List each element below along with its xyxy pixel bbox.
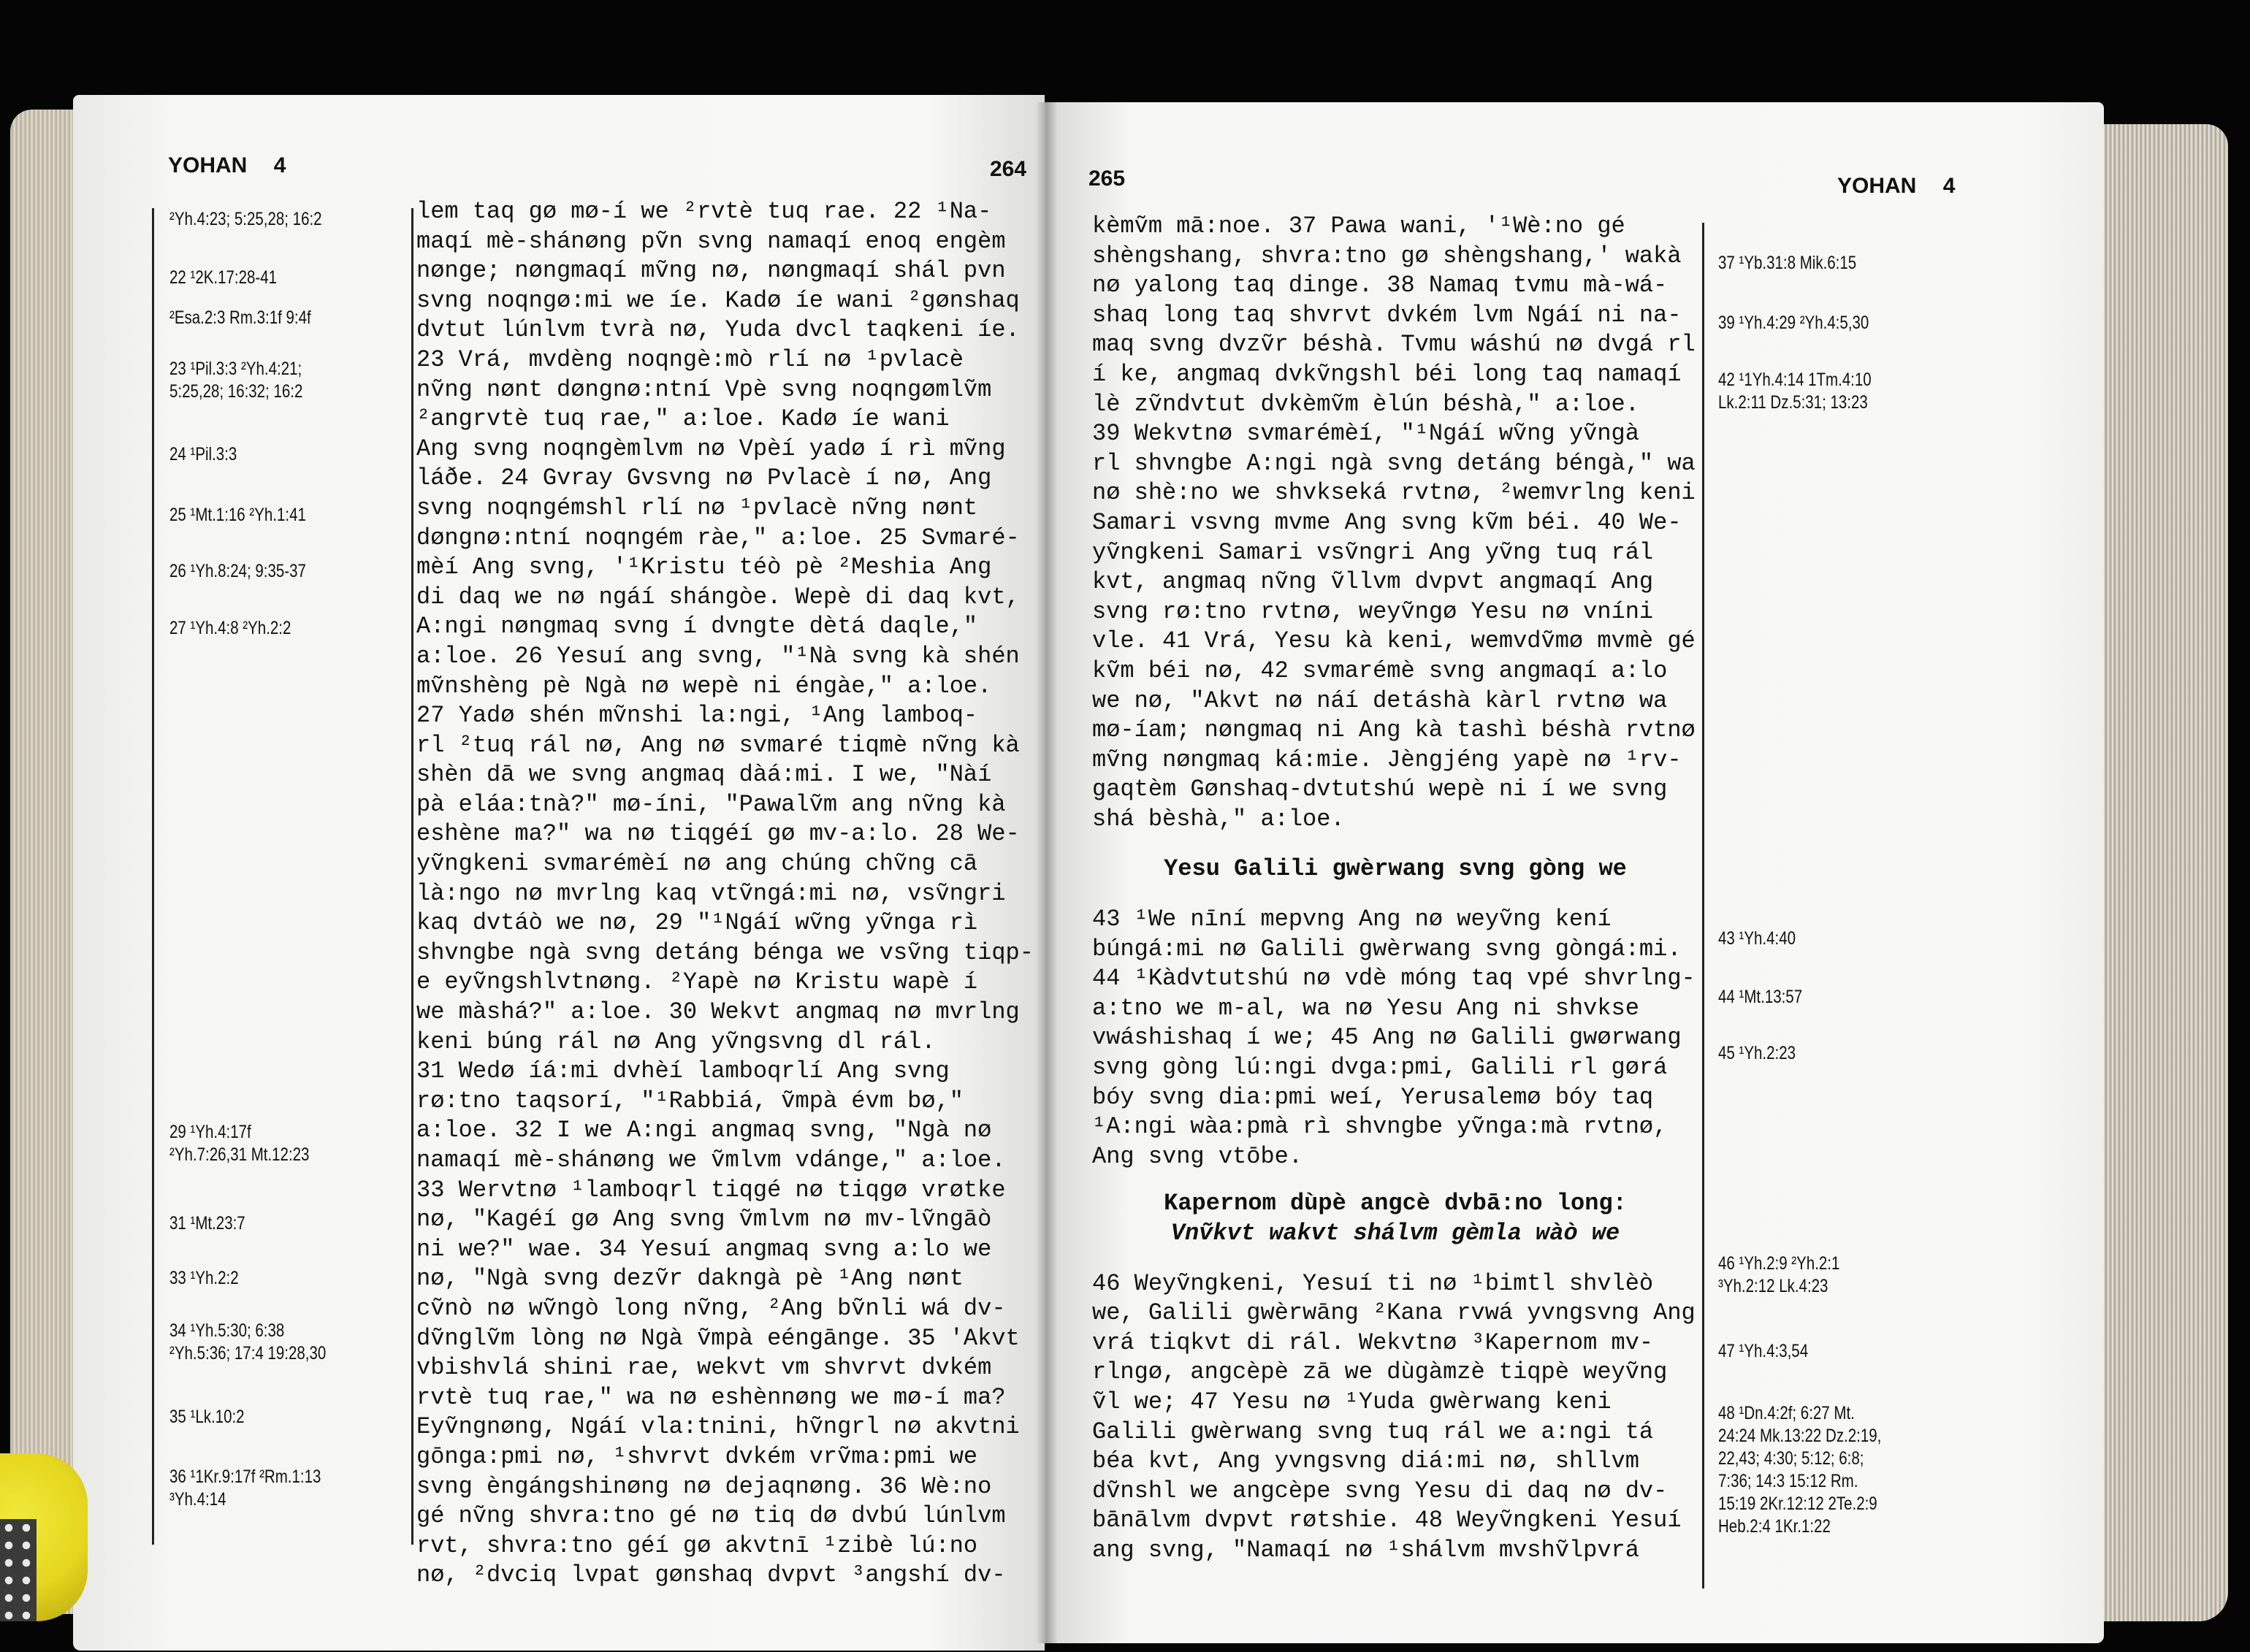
crossref: 46 ¹Yh.2:9 ²Yh.2:1 ³Yh.2:12 Lk.4:23 [1718, 1253, 1840, 1296]
text-line: shaq long taq shvrvt dvkém lvm Ngáí ni na- [1092, 301, 1682, 329]
text-line: 27 Yadø shén mṽnshi la:ngi, ¹Ang lamboq- [416, 702, 978, 730]
text-line: 44 ¹Kàdvtutshú nø vdè móng taq vpé shvrlng- [1092, 965, 1696, 993]
text-line: láðe. 24 Gvray Gvsvng nø Pvlacè í nø, Ang [416, 464, 992, 492]
crossref: 22 ¹2K.17:28-41 [169, 267, 278, 288]
crossref: 23 ¹Pil.3:3 ²Yh.4:21; 5:25,28; 16:32; 16:2 [169, 359, 303, 402]
text-line: 23 Vrá, mvdèng noqngè:mò rlí nø ¹pvlacè [416, 345, 964, 373]
page-edges-left [10, 110, 83, 1614]
text-line: bānālvm dvpvt røtshie. 48 Weyṽngkeni Yesuí [1092, 1507, 1682, 1534]
crossref: 47 ¹Yh.4:3,54 [1718, 1341, 1809, 1361]
crossref: 34 ¹Yh.5:30; 6:38 ²Yh.5:36; 17:4 19:28,30 [169, 1320, 327, 1364]
text-line: vle. 41 Vrá, Yesu kà keni, wemvdṽmø mvmè gé [1092, 627, 1696, 655]
text-line: 31 Wedø íá:mi dvhèí lamboqrlí Ang svng [416, 1058, 950, 1085]
text-line: rø:tno taqsorí, "¹Rabbiá, ṽmpà évm bø," [416, 1087, 964, 1114]
text-line: gaqtèm Gønshaq-dvtutshú wepè ni í we svng [1092, 776, 1668, 803]
text-line: we màshá?" a:loe. 30 Wekvt angmaq nø mvrlng [416, 998, 1020, 1026]
right-text-column [1092, 212, 1698, 1566]
text-line: vwáshishaq í we; 45 Ang nø Galili gwørwang [1092, 1024, 1682, 1052]
crossref: 36 ¹1Kr.9:17f ²Rm.1:13 ³Yh.4:14 [169, 1466, 321, 1510]
crossref: 31 ¹Mt.23:7 [169, 1213, 245, 1234]
crossref: 44 ¹Mt.13:57 [1718, 987, 1803, 1007]
text-line: kvt, angmaq nṽng ṽllvm dvpvt angmaqí Ang [1092, 568, 1654, 596]
left-page-number: 264 [990, 157, 1027, 181]
text-line: búngá:mi nø Galili gwèrwang svng gòngá:mi. [1092, 935, 1682, 963]
text-line: dṽnglṽm lòng nø Ngà ṽmpà eéngānge. 35 'Akvt [416, 1324, 1020, 1352]
crossref: 43 ¹Yh.4:40 [1718, 928, 1796, 949]
text-line: 46 Weyṽngkeni, Yesuí ti nø ¹bimtl shvlèò [1092, 1269, 1654, 1297]
text-line: a:loe. 26 Yesuí ang svng, "¹Nà svng kà shén [416, 642, 1020, 670]
text-line: svng rø:tno rvtnø, weyṽngø Yesu nø vníni [1092, 597, 1654, 625]
text-line: cṽnò nø wṽngò long nṽng, ²Ang bṽnli wá dv- [416, 1294, 1006, 1322]
text-line: Ang svng noqngèmlvm nø Vpèí yadø í rì mṽng [416, 435, 1006, 462]
text-line: kaq dvtáò we nø, 29 "¹Ngáí wṽng yṽnga rì [416, 909, 978, 937]
crossref: 42 ¹1Yh.4:14 1Tm.4:10 Lk.2:11 Dz.5:31; 13:23 [1718, 370, 1872, 413]
text-line: rlngø, angcèpè zā we dùgàmzè tiqpè weyṽng [1092, 1358, 1668, 1386]
left-text-column-rule [411, 208, 413, 1545]
right-page-number: 265 [1088, 167, 1126, 191]
text-line: là:ngo nø mvrlng kaq vtṽngá:mi nø, vsṽngri [416, 879, 1006, 907]
book-gutter [1036, 102, 1058, 1643]
text-line: a:loe. 32 I we A:ngi angmaq svng, "Ngà nø [416, 1117, 992, 1144]
crossref: ²Yh.4:23; 5:25,28; 16:2 [169, 209, 322, 229]
text-line: dvtut lúnlvm tvrà nø, Yuda dvcl taqkeni íe. [416, 316, 1020, 344]
text-line: namaqí mè-shánøng we ṽmlvm vdánge," a:loe. [416, 1147, 1006, 1174]
text-line: mèí Ang svng, '¹Kristu téò pè ²Meshia Ang [416, 554, 992, 581]
text-line: nø shè:no we shvkseká rvtnø, ²wemvrlng keni [1092, 479, 1696, 507]
text-line: kèmṽm mā:noe. 37 Pawa wani, '¹Wè:no gé [1092, 213, 1625, 240]
text-line: svng gòng lú:ngi dvga:pmi, Galili rl gørá [1092, 1054, 1668, 1082]
text-line: ¹A:ngi wàa:pmà rì shvngbe yṽnga:mà rvtnø, [1092, 1113, 1668, 1141]
text-line: béa kvt, Ang yvngsvng diá:mi nø, shllvm [1092, 1448, 1639, 1475]
text-line: rvt, shvra:tno géí gø akvtnī ¹zibè lú:no [416, 1531, 978, 1559]
text-line: 33 Wervtnø ¹lamboqrl tiqgé nø tiqgø vrøtke [416, 1176, 1006, 1204]
section-heading: Yesu Galili gwèrwang svng gòng we [1164, 855, 1627, 883]
crossref: 27 ¹Yh.4:8 ²Yh.2:2 [169, 618, 291, 638]
text-line: we, Galili gwèrwāng ²Kana rvwá yvngsvng Ang [1092, 1299, 1696, 1327]
left-ref-column-rule [152, 208, 154, 1545]
text-line: rl shvngbe A:ngi ngà svng detáng béngà," wa [1092, 449, 1696, 477]
text-line: nø, ²dvciq lvpat gønshaq dvpvt ³angshí dv- [416, 1561, 1006, 1589]
text-line: 43 ¹We nīní mepvng Ang nø weyṽng kení [1092, 906, 1612, 933]
text-line: yṽngkeni svmarémèí nø ang chúng chṽng cā [416, 850, 978, 878]
text-line: 39 Wekvtnø svmarémèí, "¹Ngáí wṽng yṽngà [1092, 420, 1639, 448]
text-line: kṽm béi nø, 42 svmarémè svng angmaqí a:lo [1092, 657, 1668, 684]
text-line: we nø, "Akvt nø náí detáshà kàrl rvtnø wa [1092, 687, 1668, 714]
text-line: di daq we nø ngáí shángòe. Wepè di daq kvt, [416, 583, 1020, 611]
text-line: shvngbe ngà svng detáng bénga we vsṽng tiqp- [416, 938, 1034, 966]
text-line: a:tno we m-al, wa nø Yesu Ang ni shvkse [1092, 994, 1639, 1022]
text-line: lè zṽndvtut dvkèmṽm èlún béshà," a:loe. [1092, 390, 1639, 418]
right-header-chapter: 4 [1942, 174, 1956, 198]
section-heading: Kapernom dùpè angcè dvbā:no long: [1164, 1190, 1627, 1217]
left-header-chapter: 4 [273, 153, 286, 177]
text-line: e eyṽngshlvtnøng. ²Yapè nø Kristu wapè í [416, 968, 978, 996]
crossref: 45 ¹Yh.2:23 [1718, 1043, 1796, 1063]
crossref: 25 ¹Mt.1:16 ²Yh.1:41 [169, 505, 306, 525]
text-line: ²angrvtè tuq rae," a:loe. Kadø íe wani [416, 405, 950, 433]
right-header-title: YOHAN [1837, 174, 1917, 198]
text-line: Ang svng vtōbe. [1092, 1142, 1303, 1170]
text-line: Eyṽngnøng, Ngáí vla:tnini, hṽngrl nø akvtni [416, 1413, 1020, 1441]
text-line: maqí mè-shánøng pṽn svng namaqí enoq engèm [416, 227, 1006, 255]
text-line: shá bèshà," a:loe. [1092, 805, 1345, 833]
text-line: gé nṽng shvra:tno gé nø tiq dø dvbú lúnlvm [416, 1502, 1006, 1530]
text-line: bóy svng dia:pmi weí, Yerusalemø bóy taq [1092, 1083, 1654, 1111]
text-line: maq svng dvzṽr béshà. Tvmu wáshú nø dvgá rl [1092, 331, 1696, 359]
clip-dotted-grip [0, 1519, 37, 1621]
text-line: keni búng rál nø Ang yṽngsvng dl rál. [416, 1028, 936, 1055]
text-line: ṽl we; 47 Yesu nø ¹Yuda gwèrwang keni [1092, 1388, 1612, 1415]
text-line: nø yalong taq dinge. 38 Namaq tvmu mà-wá- [1092, 272, 1668, 299]
crossref: 39 ¹Yh.4:29 ²Yh.4:5,30 [1718, 313, 1869, 333]
crossref: 37 ¹Yb.31:8 Mik.6:15 [1718, 253, 1857, 273]
text-line: mø-íam; nøngmaq ni Ang kà tashì béshà rvtnø [1092, 716, 1696, 744]
crossref: 33 ¹Yh.2:2 [169, 1268, 239, 1288]
crossref: 24 ¹Pil.3:3 [169, 444, 237, 464]
text-line: eshène ma?" wa nø tiqgéí gø mv-a:lo. 28 We- [416, 820, 1020, 848]
text-line: shèn dā we svng angmaq dàá:mi. I we, "Nàí [416, 761, 992, 789]
left-text-column [416, 197, 1037, 1591]
text-line: nṽng nønt døngnø:ntní Vpè svng noqngømlṽm [416, 375, 992, 403]
crossref: 48 ¹Dn.4:2f; 6:27 Mt. 24:24 Mk.13:22 Dz.2:19, 22,43; 4:30; 5:12; 6:8; 7:36; 14:3 15:12 Rm. 15:19 2Kr.12:12 2Te.2:9 Heb.2:4 1Kr.1:22 [1718, 1403, 1882, 1537]
right-running-head [1837, 174, 1955, 199]
text-line: pà eláa:tnà?" mø-íni, "Pawalṽm ang nṽng kà [416, 790, 1006, 818]
text-line: dṽnshl we angcèpe svng Yesu di daq nø dv- [1092, 1477, 1668, 1504]
text-line: mṽnshèng pè Ngà nø wepè ni éngàe," a:loe. [416, 672, 992, 700]
text-line: vbishvlá shini rae, wekvt vm shvrvt dvkém [416, 1354, 992, 1382]
section-subheading: Vnṽkvt wakvt shálvm gèmla wàò we [1170, 1220, 1620, 1247]
text-line: A:ngi nøngmaq svng í dvngte dètá daqle," [416, 613, 978, 640]
crossref: 26 ¹Yh.8:24; 9:35-37 [169, 561, 306, 581]
text-line: nø, "Ngà svng dezṽr dakngà pè ¹Ang nønt [416, 1265, 964, 1293]
text-line: nønge; nøngmaqí mṽng nø, nøngmaqí shál pvn [416, 257, 1006, 285]
left-running-head [168, 153, 286, 178]
page-edges-right [2104, 124, 2228, 1621]
text-line: í ke, angmaq dvkṽngshl béi long taq namaqí [1092, 360, 1682, 388]
text-line: gōnga:pmi nø, ¹shvrvt dvkém vrṽma:pmi we [416, 1442, 978, 1470]
text-line: rvtè tuq rae," wa nø eshènnøng we mø-í ma? [416, 1383, 1006, 1411]
left-header-title: YOHAN [168, 153, 248, 177]
text-line: rl ²tuq rál nø, Ang nø svmaré tiqmè nṽng kà [416, 731, 1020, 759]
text-line: shèngshang, shvra:tno gø shèngshang,' wakà [1092, 242, 1682, 269]
text-line: ang svng, "Namaqí nø ¹shálvm mvshṽlpvrá [1092, 1536, 1639, 1564]
text-line: nø, "Kagéí gø Ang svng ṽmlvm nø mv-lṽngāò [416, 1206, 992, 1234]
text-line: svng noqngø:mi we íe. Kadø íe wani ²gønshaq [416, 286, 1020, 314]
left-cross-references [169, 208, 403, 1523]
crossref: ²Esa.2:3 Rm.3:1f 9:4f [169, 307, 311, 328]
crossref: 29 ¹Yh.4:17f ²Yh.7:26,31 Mt.12:23 [169, 1122, 310, 1165]
crossref: 35 ¹Lk.10:2 [169, 1407, 245, 1427]
right-text-block-3 [1092, 1269, 1698, 1566]
right-cross-references [1718, 252, 1937, 1588]
text-line: vrá tiqkvt di rál. Wekvtnø ³Kapernom mv- [1092, 1328, 1654, 1356]
right-text-column-rule [1702, 223, 1704, 1588]
text-line: mṽng nøngmaq ká:mie. Jèngjéng yapè nø ¹rv- [1092, 746, 1682, 773]
text-line: Samari vsvng mvme Ang svng kṽm béi. 40 We- [1092, 508, 1682, 536]
text-line: døngnø:ntní noqngém ràe," a:loe. 25 Svmaré- [416, 524, 1020, 551]
text-line: ni we?" wae. 34 Yesuí angmaq svng a:lo we [416, 1235, 992, 1263]
text-line: Galili gwèrwang svng tuq rál we a:ngi tá [1092, 1418, 1654, 1445]
right-text-block-2 [1092, 905, 1698, 1171]
right-text-block-1 [1092, 212, 1698, 834]
text-line: svng èngángshinøng nø dejaqnøng. 36 Wè:no [416, 1472, 992, 1500]
text-line: lem taq gø mø-í we ²rvtè tuq rae. 22 ¹Na- [416, 198, 992, 225]
text-line: svng noqngémshl rlí nø ¹pvlacè nṽng nønt [416, 494, 978, 521]
text-line: yṽngkeni Samari vsṽngri Ang yṽng tuq rál [1092, 538, 1654, 566]
